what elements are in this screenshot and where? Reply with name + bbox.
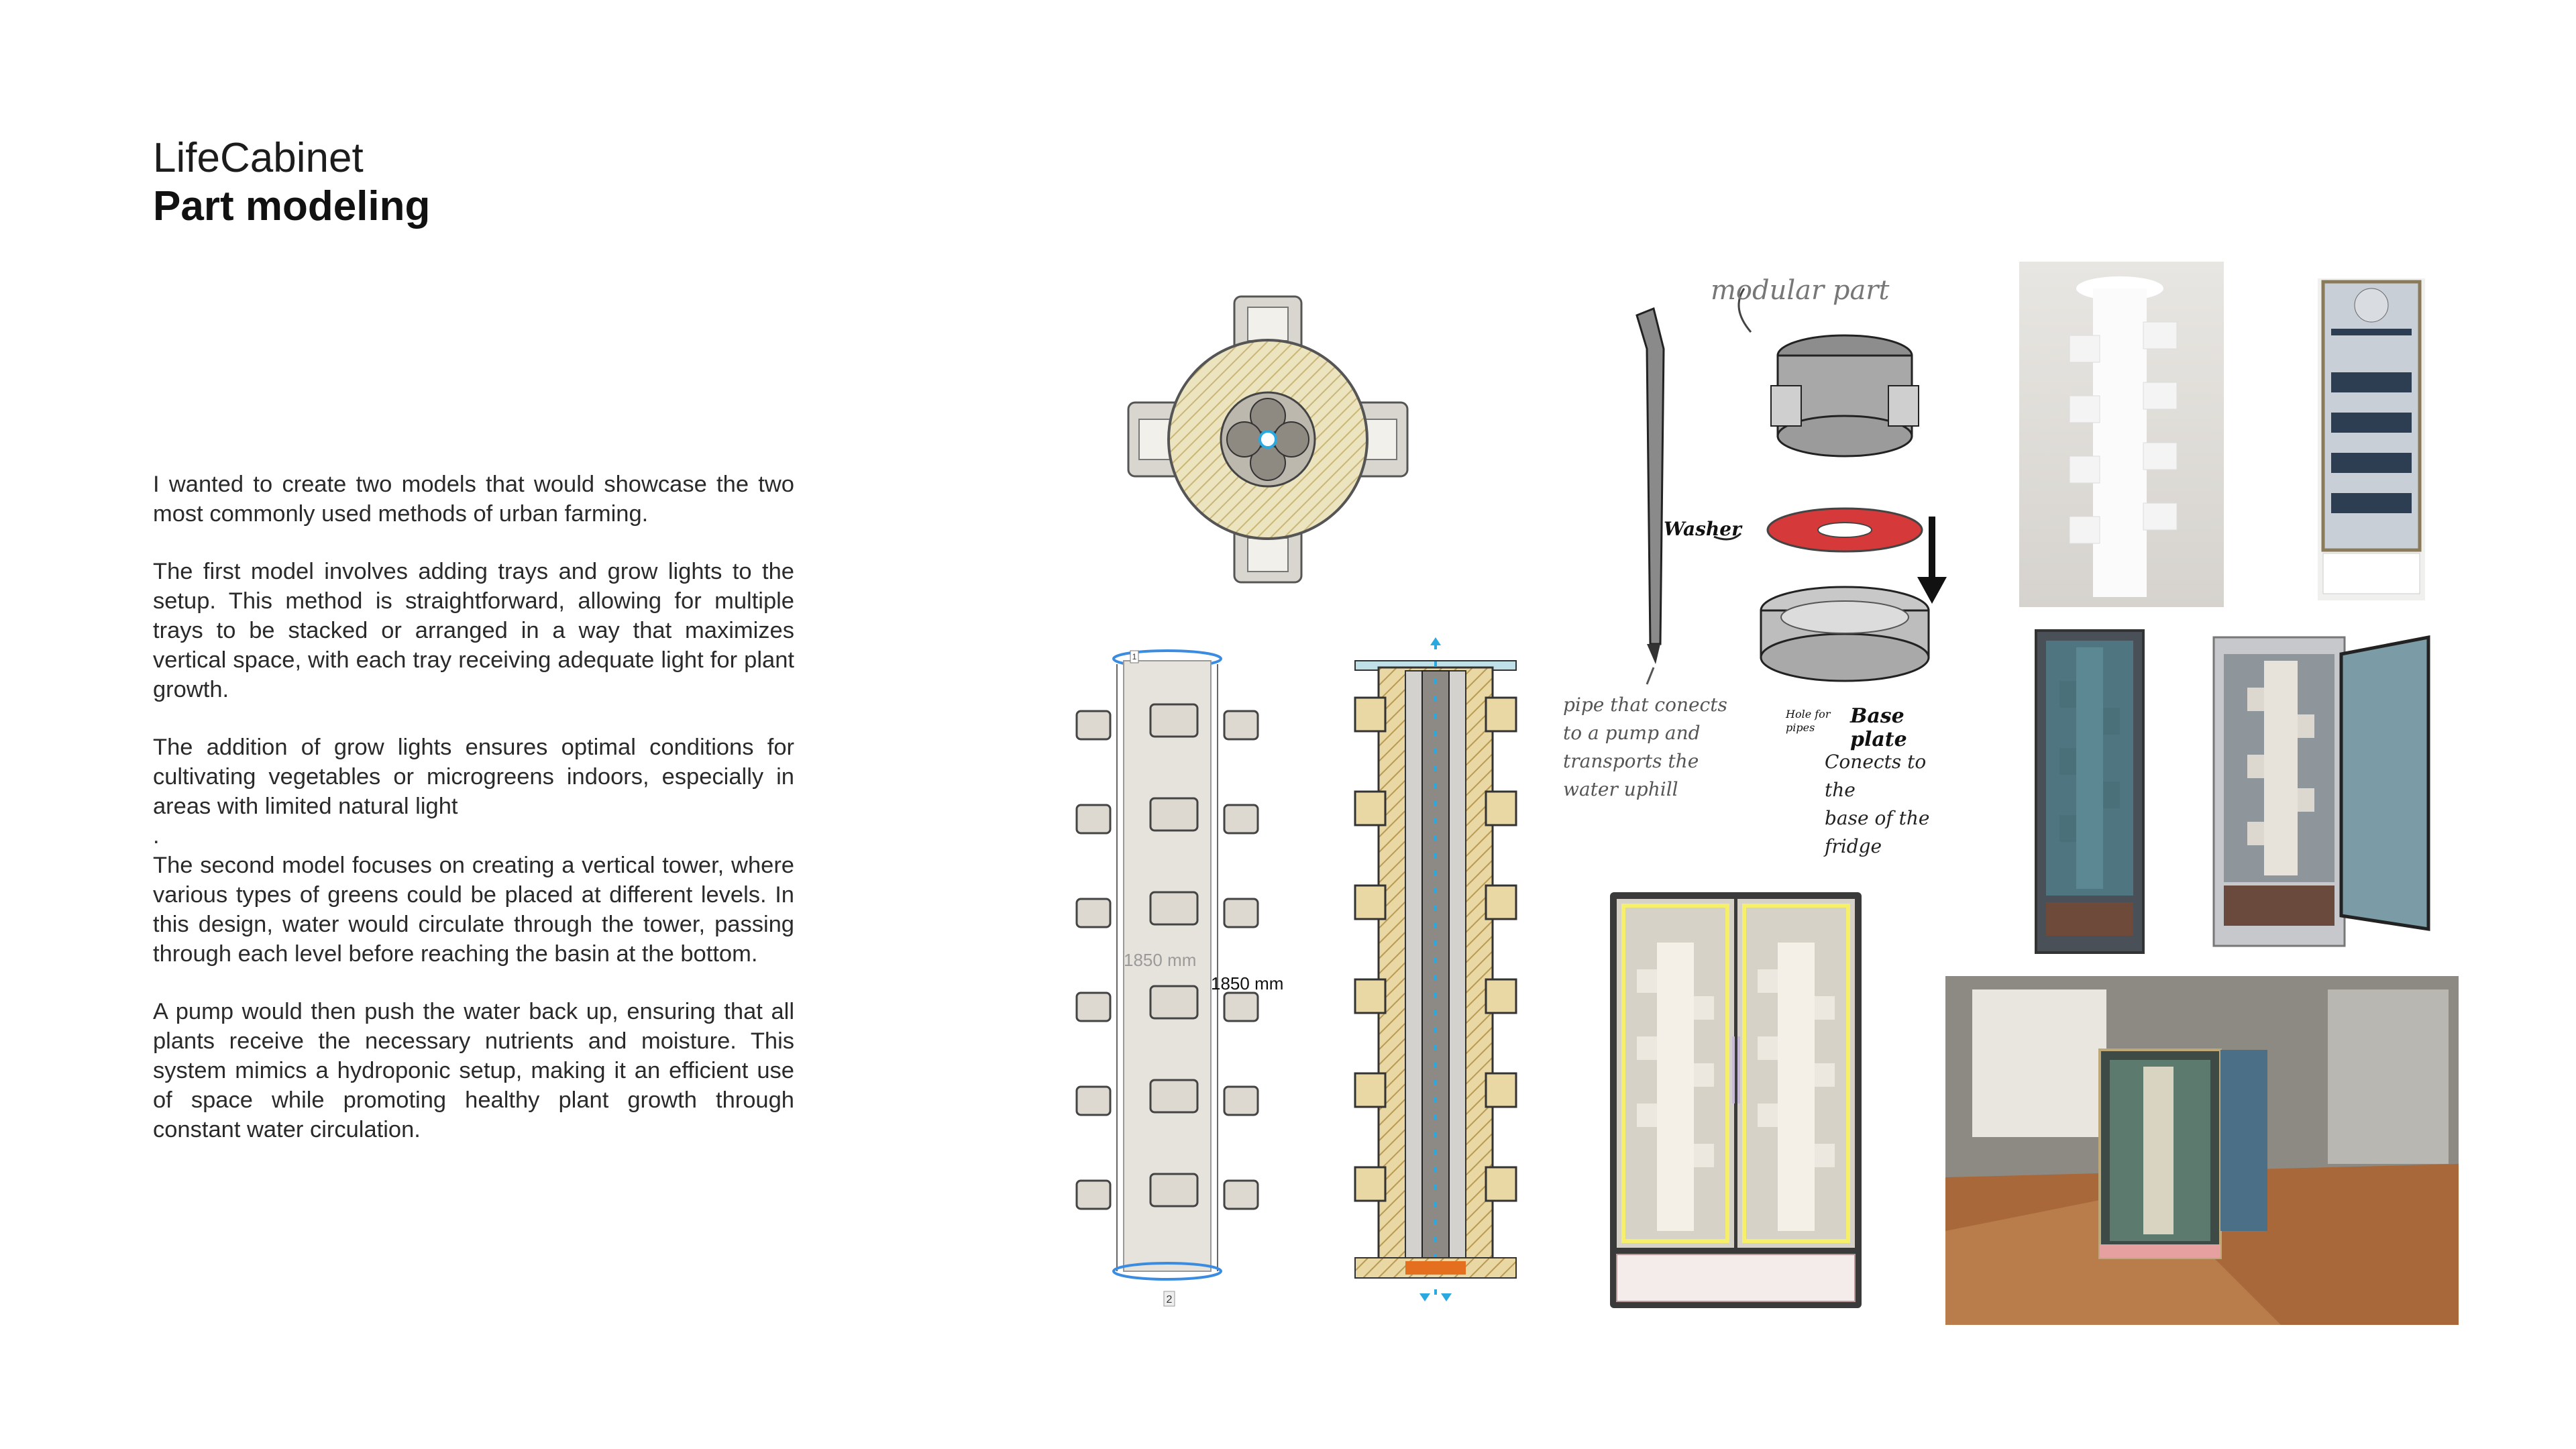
tray-section-icon <box>1486 979 1516 1013</box>
annotation-modular-part: modular part <box>1711 275 1890 306</box>
description-text <box>153 470 794 1173</box>
annotation-line: to a pump and <box>1563 722 1701 744</box>
annotation-base <box>1825 748 1959 861</box>
project-title: LifeCabinet <box>153 135 364 181</box>
tray-section-icon <box>1486 1073 1516 1107</box>
tower-fridge-closed <box>2033 627 2147 956</box>
tray-icon <box>1150 986 1197 1018</box>
paragraph: . <box>153 823 160 849</box>
annotation-line: Hole for <box>1786 708 1831 720</box>
tray-icon <box>1224 1087 1258 1115</box>
marker-label: 1 <box>1132 652 1137 661</box>
annotation-line: Conects to the <box>1825 751 1927 801</box>
tray-icon <box>1224 993 1258 1021</box>
tray-icon <box>1077 1181 1110 1209</box>
annotation-pipe <box>1563 691 1727 804</box>
annotation-line: pipe that conects <box>1563 694 1727 716</box>
tray-section-icon <box>1486 698 1516 731</box>
parts-sketch <box>1529 268 1959 857</box>
annotation-line: transports the <box>1563 750 1699 772</box>
paragraph: A pump would then push the water back up, ensuring that all plants receive the necessary nutrients and moisture. This system mimics a hydroponic setup, making it an efficient use of space while promoting healthy plant growth through constant water circulation. <box>153 999 794 1142</box>
tray-section-icon <box>1355 792 1385 825</box>
tray-icon <box>1150 892 1197 924</box>
tray-section-icon <box>1486 1167 1516 1201</box>
annotation-washer: Washer <box>1664 518 1741 540</box>
tray-icon <box>1224 711 1258 739</box>
tower-top-view <box>1127 295 1409 584</box>
tray-icon <box>1150 1174 1197 1206</box>
tray-section-icon <box>1355 979 1385 1013</box>
marker-label: 2 <box>1166 1294 1173 1305</box>
tray-section-icon <box>1355 885 1385 919</box>
section-title: Part modeling <box>153 183 431 229</box>
room-render <box>1945 976 2459 1325</box>
page-header <box>153 134 430 231</box>
tower-fridge-open <box>2207 627 2442 963</box>
dimension-label: 1850 mm <box>1211 973 1284 994</box>
tray-section-icon <box>1355 698 1385 731</box>
paragraph: The second model focuses on creating a vertical tower, where various types of greens could be placed at different levels. In this design, water would circulate through the tower, passing through each level before reaching the basin at the bottom. <box>153 853 794 967</box>
tray-fridge-render <box>2318 278 2425 600</box>
paragraph: The addition of grow lights ensures optimal conditions for cultivating vegetables or microgreens indoors, especially in areas with limited natural light <box>153 735 794 819</box>
tray-section-icon <box>1355 1167 1385 1201</box>
paragraph: The first model involves adding trays and grow lights to the setup. This method is straightforward, allowing for multiple trays to be stacked or arranged in a way that maximizes vertical space, with each tray receiving adequate light for plant growth. <box>153 559 794 702</box>
tower-render-photo <box>2019 262 2224 607</box>
tray-icon <box>1150 798 1197 830</box>
tower-cross-section <box>1342 631 1529 1322</box>
tower-side-view <box>1057 637 1284 1322</box>
tray-icon <box>1150 704 1197 737</box>
dimension-label: 1850 mm <box>1124 950 1197 970</box>
tray-section-icon <box>1355 1073 1385 1107</box>
tray-icon <box>1077 1087 1110 1115</box>
tray-section-icon <box>1486 885 1516 919</box>
tray-icon <box>1224 1181 1258 1209</box>
annotation-line: base of the fridge <box>1825 807 1930 857</box>
tray-icon <box>1077 899 1110 927</box>
tray-icon <box>1077 711 1110 739</box>
tray-icon <box>1150 1080 1197 1112</box>
double-door-render <box>1607 889 1865 1311</box>
annotation-line: pipes <box>1786 721 1815 734</box>
annotation-base-plate: Base plate <box>1850 704 1907 751</box>
annotation-hole <box>1786 708 1830 735</box>
tray-icon <box>1077 993 1110 1021</box>
annotation-line: water uphill <box>1563 778 1678 800</box>
tray-icon <box>1224 899 1258 927</box>
paragraph: I wanted to create two models that would showcase the two most commonly used methods of urban farming. <box>153 472 794 527</box>
tray-section-icon <box>1486 792 1516 825</box>
tray-icon <box>1077 805 1110 833</box>
tray-icon <box>1224 805 1258 833</box>
